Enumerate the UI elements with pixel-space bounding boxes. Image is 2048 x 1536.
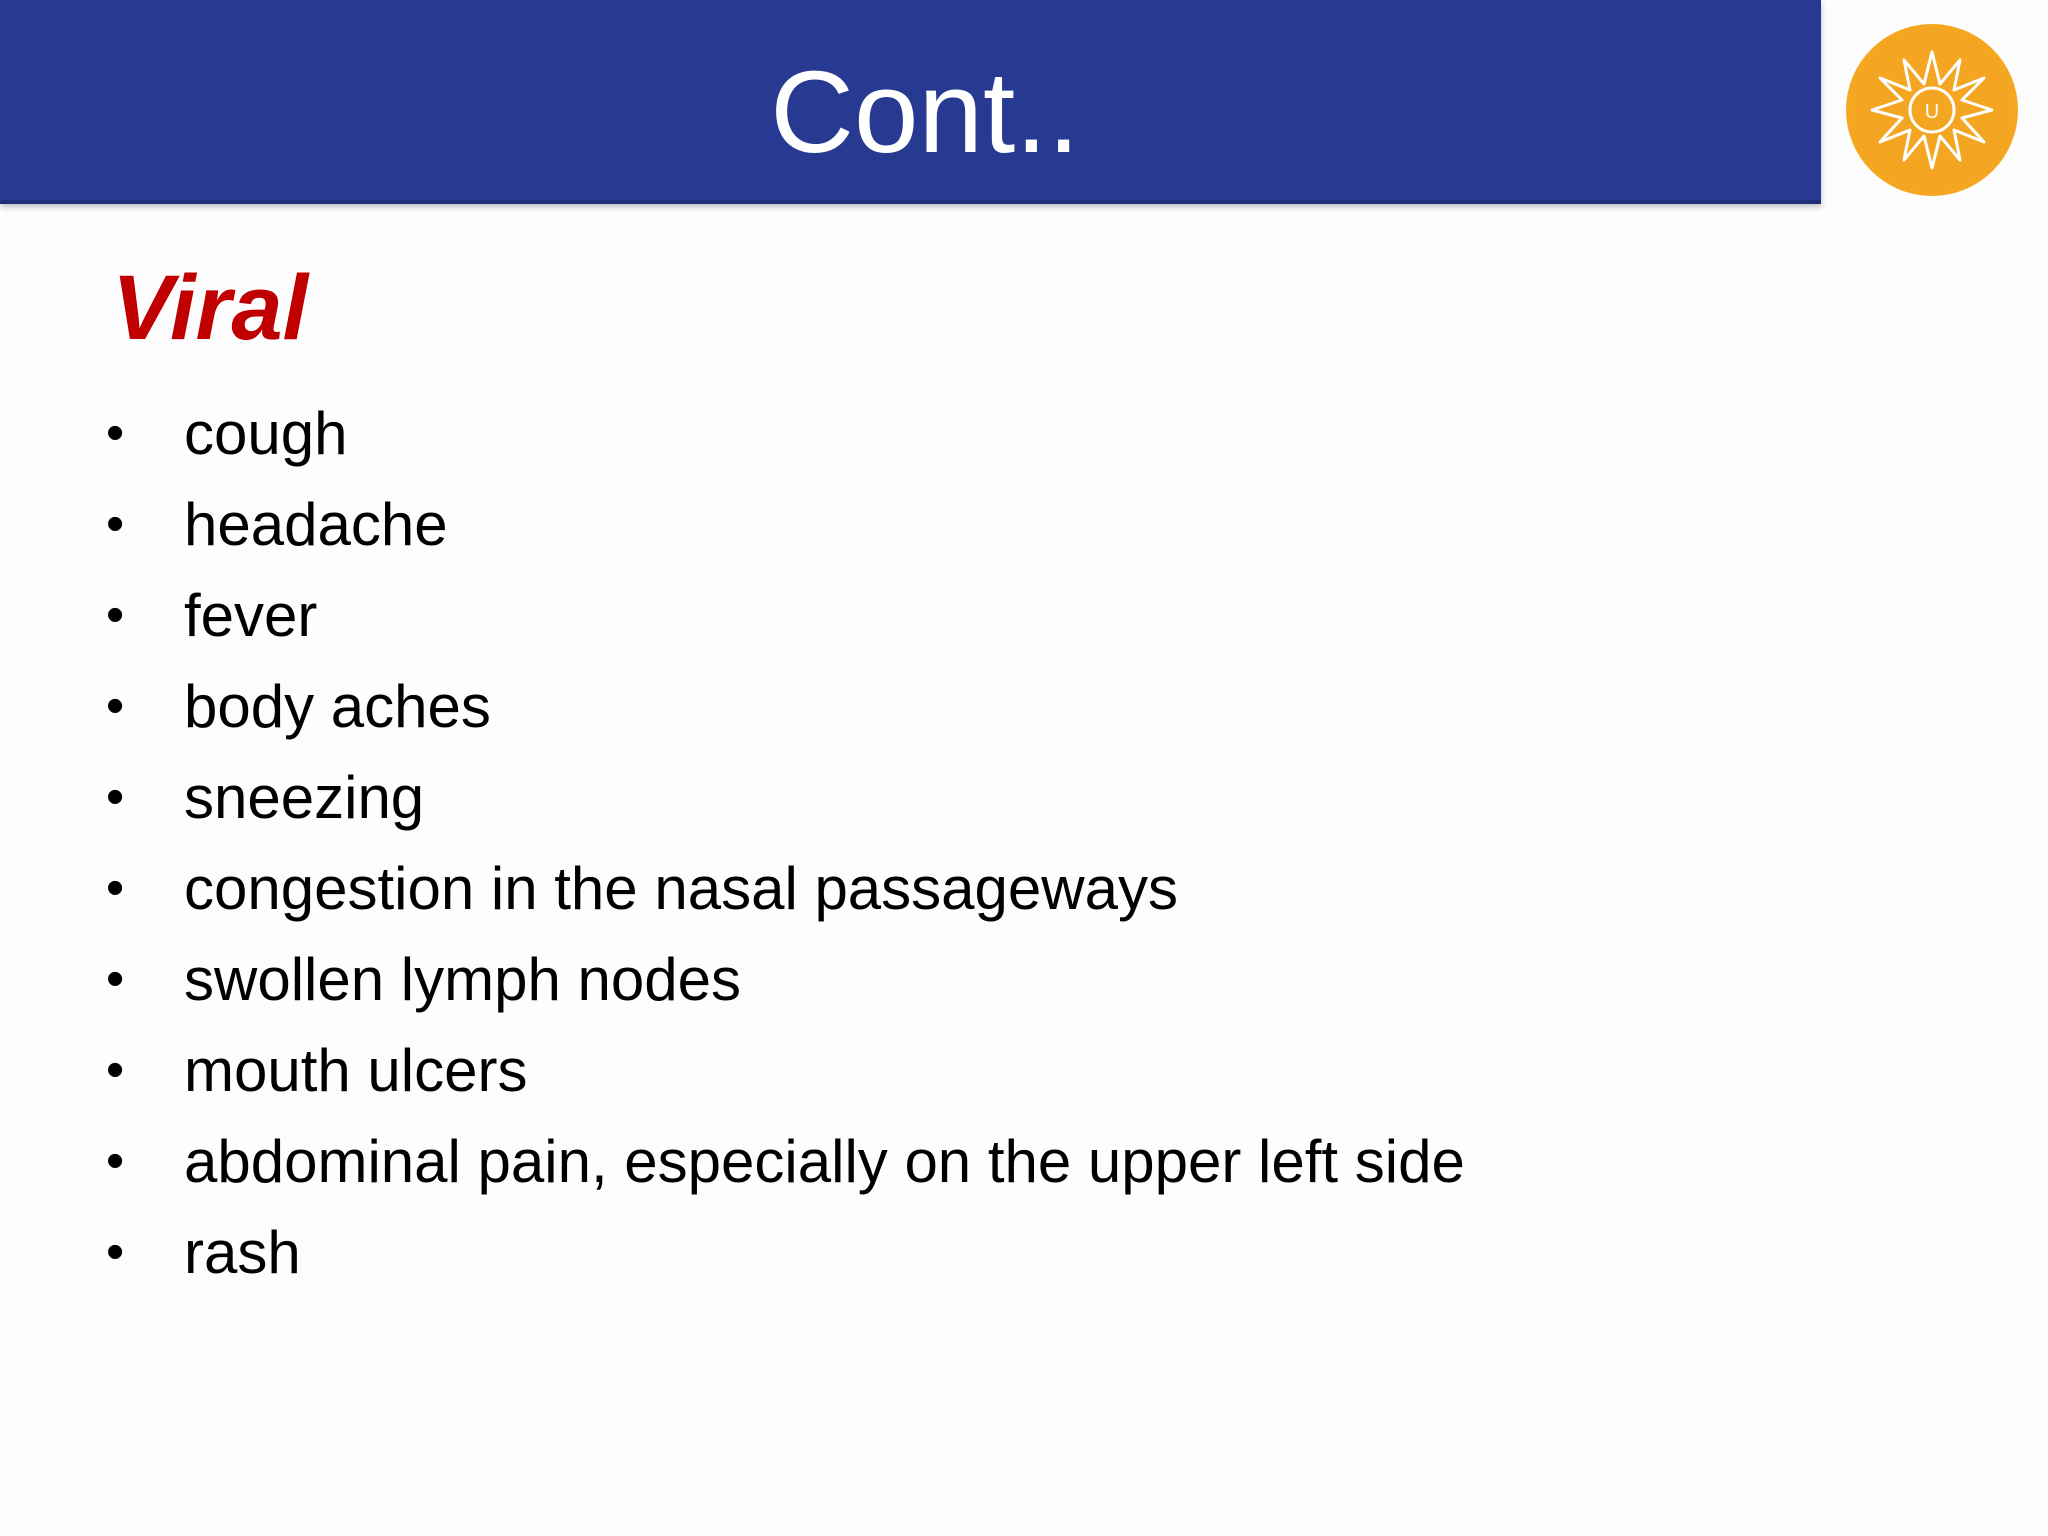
sun-logo-graphic [1836, 14, 2028, 206]
list-item-text: cough [184, 400, 348, 467]
bullet-icon: • [106, 404, 125, 462]
list-item-text: sneezing [184, 764, 425, 831]
list-item-text: rash [184, 1219, 301, 1286]
bullet-icon: • [106, 495, 125, 553]
list-item-text: headache [184, 491, 448, 558]
bullet-icon: • [106, 1223, 125, 1281]
list-item-text: mouth ulcers [184, 1037, 528, 1104]
sun-logo-icon [1836, 14, 2028, 206]
slide-title: Cont.. [770, 47, 1080, 177]
bullet-icon: • [106, 1132, 125, 1190]
list-item-text: congestion in the nasal passageways [184, 855, 1178, 922]
list-item-text: body aches [184, 673, 491, 740]
list-item-text: abdominal pain, especially on the upper left side [184, 1128, 1465, 1195]
section-heading: Viral [112, 257, 309, 359]
bullet-icon: • [106, 1041, 125, 1099]
bullet-icon: • [106, 859, 125, 917]
logo-letter: U [1924, 101, 1940, 123]
bullet-icon: • [106, 586, 125, 644]
bullet-icon: • [106, 768, 125, 826]
bullet-icon: • [106, 950, 125, 1008]
list-item-text: swollen lymph nodes [184, 946, 741, 1013]
list-item-text: fever [184, 582, 318, 649]
bullet-icon: • [106, 677, 125, 735]
